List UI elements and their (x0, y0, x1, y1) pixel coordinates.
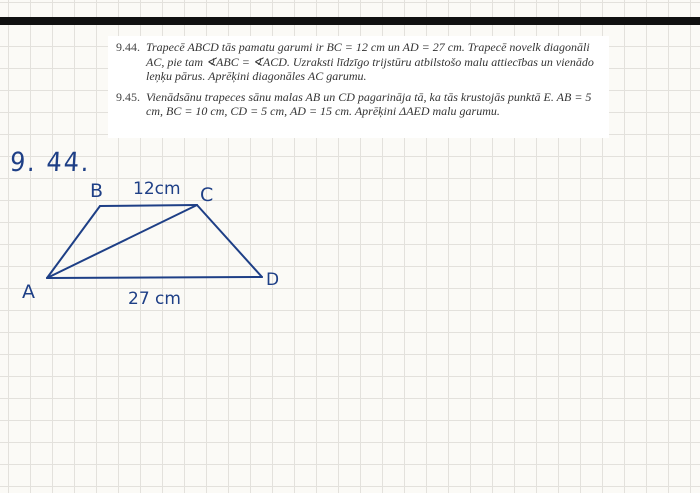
top-base-length-label: 12cm (133, 179, 181, 199)
vertex-d-label: D (266, 270, 280, 290)
problem-number: 9.45. (116, 89, 140, 104)
vertex-b-label: B (90, 180, 104, 202)
vertex-a-label: A (22, 281, 35, 303)
side-cd (197, 205, 262, 277)
problem-number: 9.44. (116, 40, 140, 54)
problem-text: Trapecē ABCD tās pamatu garumi ir BC = 12 cm un AD = 27 cm. Trapecē novelk diagonāli AC, pie tam ∢ABC = ∢ACD. Uzraksti līdzīgo trijstūru atbilstošo malu attiecības un vienādo leņķu pārus. Aprēķini diagonāles AC garumu. (146, 40, 594, 83)
problem-text: Vienādsānu trapeces sānu malas AB un CD pagarināja tā, ka tās krustojās punktā E. AB = 5 cm, BC = 10 cm, CD = 5 cm, AD = 15 cm. Aprēķini ΔAED malu garumu. (146, 89, 592, 118)
side-ab (47, 206, 100, 278)
vertex-c-label: C (200, 184, 214, 206)
handwritten-problem-number: 9. 44. (9, 146, 92, 178)
bottom-base-length-label: 27 cm (128, 289, 181, 309)
diagonal-ac (47, 205, 197, 278)
base-bc (100, 205, 197, 206)
base-ad (47, 277, 262, 278)
